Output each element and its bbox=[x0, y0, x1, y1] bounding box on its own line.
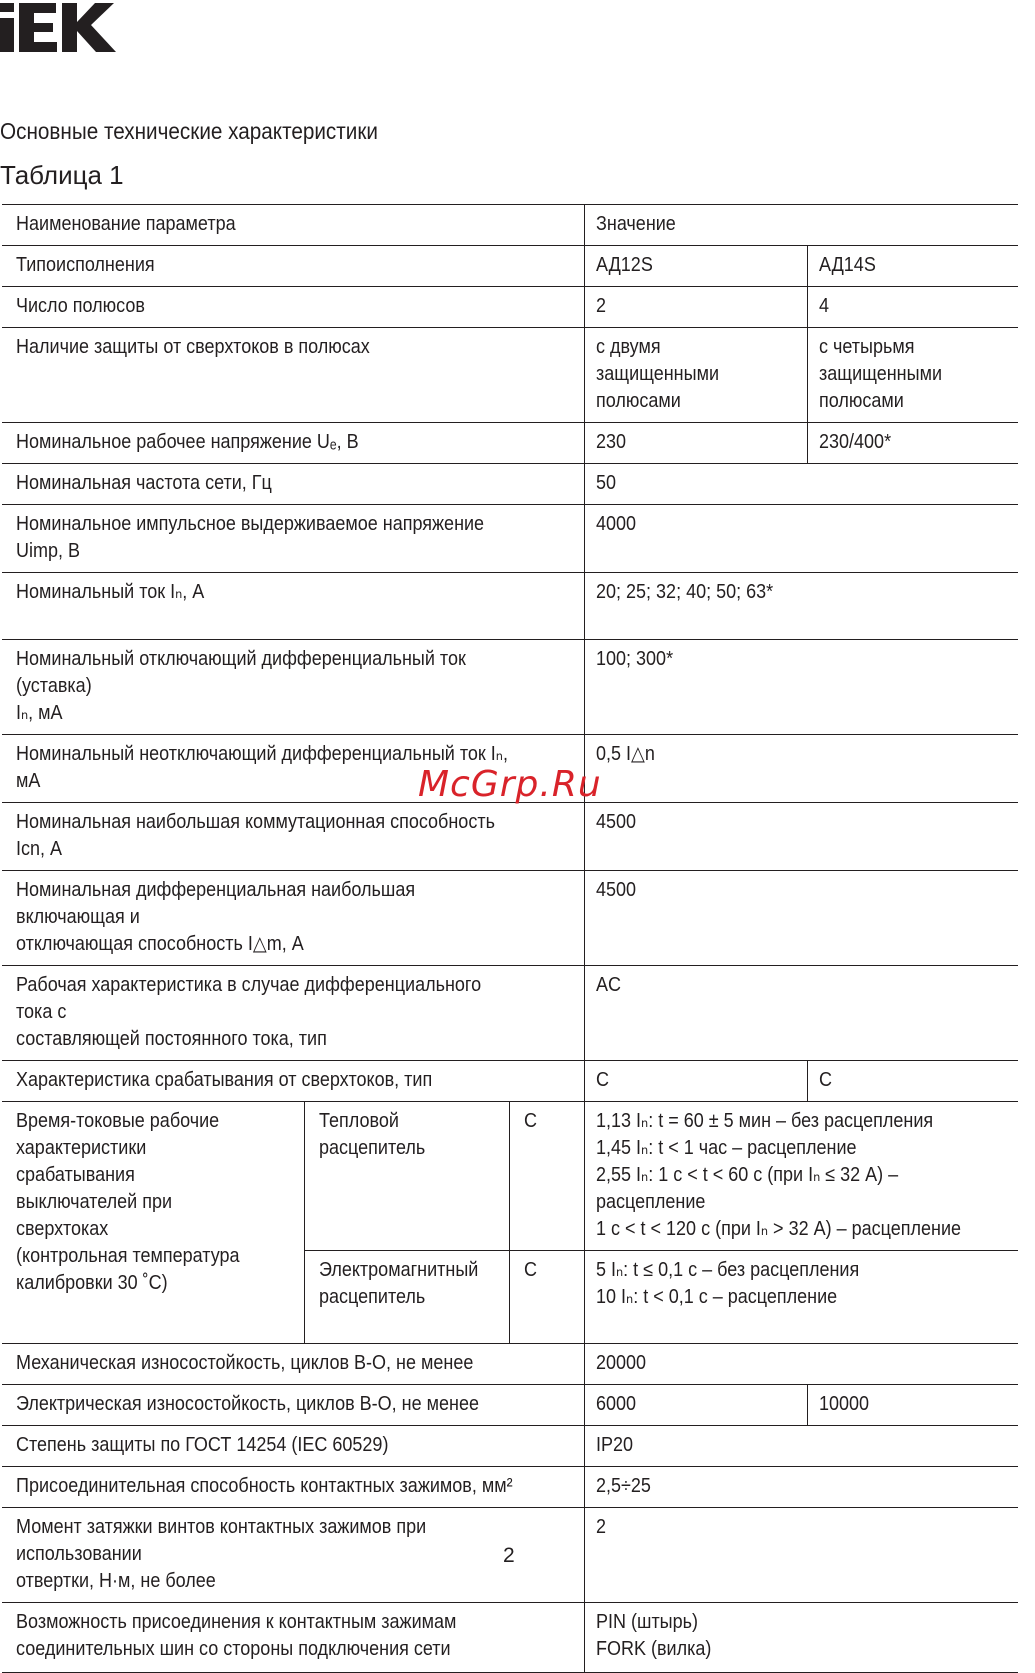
param-cell: Номинальная дифференциальная наибольшая включающая и отключающая способность I△m, А bbox=[2, 871, 584, 966]
value-cell: 6000 bbox=[584, 1385, 807, 1426]
table-row bbox=[2, 464, 1018, 505]
value-cell: 4 bbox=[807, 287, 1018, 328]
param-cell: Время-токовые рабочие характеристики срабатывания выключателей при сверхтоках (контрольная температура калибровки 30 ˚С) bbox=[2, 1102, 304, 1344]
table-row bbox=[2, 1385, 1018, 1426]
table-row bbox=[2, 1467, 1018, 1508]
param-cell: Номинальная наибольшая коммутационная способность Icn, А bbox=[2, 803, 584, 871]
release-type-cell: C bbox=[509, 1102, 584, 1251]
param-cell: Номинальный ток Iₙ, А bbox=[2, 573, 584, 640]
table-row bbox=[2, 1344, 1018, 1385]
table-caption: Таблица 1 bbox=[0, 160, 124, 190]
header-param: Наименование параметра bbox=[2, 205, 584, 246]
value-cell: 4000 bbox=[584, 505, 1018, 573]
value-cell: 2 bbox=[584, 1508, 1018, 1603]
table-row bbox=[2, 1426, 1018, 1467]
param-cell: Возможность присоединения к контактным зажимам соединительных шин со стороны подключения сети bbox=[2, 1603, 584, 1673]
value-cell: 20; 25; 32; 40; 50; 63* bbox=[584, 573, 1018, 640]
value-cell: IP20 bbox=[584, 1426, 1018, 1467]
value-cell: 100; 300* bbox=[584, 640, 1018, 735]
table-row bbox=[2, 803, 1018, 871]
release-name-cell: Тепловой расцепитель bbox=[304, 1102, 509, 1251]
table-row bbox=[2, 573, 1018, 640]
param-cell: Номинальный неотключающий дифференциальный ток Iₙ, мА bbox=[2, 735, 584, 803]
param-cell: Номинальное рабочее напряжение Uₑ, В bbox=[2, 423, 584, 464]
value-cell: АД14S bbox=[807, 246, 1018, 287]
param-cell: Наличие защиты от сверхтоков в полюсах bbox=[2, 328, 584, 423]
section-heading: Основные технические характеристики bbox=[0, 118, 378, 144]
table-row bbox=[2, 423, 1018, 464]
table-row bbox=[2, 1603, 1018, 1673]
param-cell: Типоисполнения bbox=[2, 246, 584, 287]
value-cell: C bbox=[807, 1061, 1018, 1102]
param-cell: Момент затяжки винтов контактных зажимов при использовании отвертки, Н·м, не более bbox=[2, 1508, 584, 1603]
param-cell: Электрическая износостойкость, циклов В-О, не менее bbox=[2, 1385, 584, 1426]
header-value: Значение bbox=[584, 205, 1018, 246]
value-cell: 50 bbox=[584, 464, 1018, 505]
param-cell: Число полюсов bbox=[2, 287, 584, 328]
value-cell: с двумя защищенными полюсами bbox=[584, 328, 807, 423]
param-cell: Номинальная частота сети, Гц bbox=[2, 464, 584, 505]
value-cell: 10000 bbox=[807, 1385, 1018, 1426]
table-row-thermal bbox=[2, 1102, 1018, 1251]
value-cell: 230 bbox=[584, 423, 807, 464]
value-cell: 2 bbox=[584, 287, 807, 328]
value-cell: PIN (штырь) FORK (вилка) bbox=[584, 1603, 1018, 1673]
param-cell: Рабочая характеристика в случае дифференциального тока с составляющей постоянного тока, тип bbox=[2, 966, 584, 1061]
value-cell: 1,13 Iₙ: t = 60 ± 5 мин – без расцепления 1,45 Iₙ: t < 1 час – расцепление 2,55 Iₙ: 1 с < t < 60 с (при Iₙ ≤ 32 А) – расцепление 1 с < t < 120 с (при Iₙ > 32 А) – расцепление bbox=[584, 1102, 1018, 1251]
table-header-row bbox=[2, 205, 1018, 246]
table-row bbox=[2, 505, 1018, 573]
value-cell: C bbox=[584, 1061, 807, 1102]
table-row bbox=[2, 287, 1018, 328]
table-row bbox=[2, 966, 1018, 1061]
release-type-cell: C bbox=[509, 1251, 584, 1344]
value-cell: 4500 bbox=[584, 803, 1018, 871]
value-cell: 4500 bbox=[584, 871, 1018, 966]
param-cell: Характеристика срабатывания от сверхтоков, тип bbox=[2, 1061, 584, 1102]
table-row bbox=[2, 871, 1018, 966]
param-cell: Степень защиты по ГОСТ 14254 (IEC 60529) bbox=[2, 1426, 584, 1467]
param-cell: Номинальный отключающий дифференциальный ток (уставка) Iₙ, мА bbox=[2, 640, 584, 735]
param-cell: Механическая износостойкость, циклов В-О, не менее bbox=[2, 1344, 584, 1385]
value-cell: с четырьмя защищенными полюсами bbox=[807, 328, 1018, 423]
value-cell: AC bbox=[584, 966, 1018, 1061]
param-cell: Номинальное импульсное выдерживаемое напряжение Uimp, В bbox=[2, 505, 584, 573]
table-row bbox=[2, 328, 1018, 423]
param-cell: Присоединительная способность контактных зажимов, мм² bbox=[2, 1467, 584, 1508]
value-cell: 230/400* bbox=[807, 423, 1018, 464]
watermark: McGrp.Ru bbox=[418, 764, 602, 805]
page-number: 2 bbox=[503, 1544, 515, 1567]
release-name-cell: Электромагнитный расцепитель bbox=[304, 1251, 509, 1344]
table-row bbox=[2, 1061, 1018, 1102]
table-row bbox=[2, 640, 1018, 735]
iek-logo bbox=[0, 0, 116, 56]
value-cell: 5 Iₙ: t ≤ 0,1 с – без расцепления 10 Iₙ: t < 0,1 с – расцепление bbox=[584, 1251, 1018, 1344]
value-cell: 2,5÷25 bbox=[584, 1467, 1018, 1508]
table-row bbox=[2, 246, 1018, 287]
value-cell: 20000 bbox=[584, 1344, 1018, 1385]
value-cell: АД12S bbox=[584, 246, 807, 287]
value-cell: 0,5 I△n bbox=[584, 735, 1018, 803]
specifications-table bbox=[2, 204, 1018, 1673]
